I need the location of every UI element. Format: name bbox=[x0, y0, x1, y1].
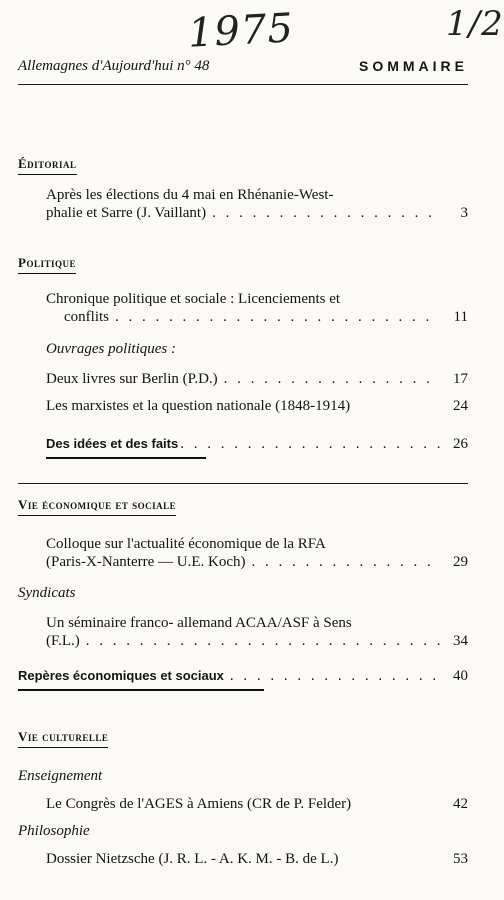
page-number: 11 bbox=[453, 309, 468, 325]
toc-entry[interactable] bbox=[46, 614, 468, 650]
entry-line: Un séminaire franco- allemand ACAA/ASF à Sens bbox=[46, 615, 352, 631]
page-number: 42 bbox=[453, 796, 468, 812]
entry-line: Repères économiques et sociaux bbox=[18, 668, 224, 683]
page-number: 34 bbox=[453, 633, 468, 649]
section-heading-politique: Politique bbox=[18, 255, 76, 271]
entry-line: phalie et Sarre (J. Vaillant) bbox=[46, 205, 207, 221]
section-heading-culture: Vie culturelle bbox=[18, 729, 108, 745]
page-number: 29 bbox=[453, 554, 468, 570]
entry-line: (Paris-X-Nanterre — U.E. Koch) bbox=[46, 554, 246, 570]
subcategory-label: Enseignement bbox=[18, 768, 103, 784]
subcategory-label: Ouvrages politiques : bbox=[46, 341, 176, 357]
leader-dots bbox=[86, 632, 440, 650]
toc-entry[interactable] bbox=[46, 795, 468, 813]
feature-underline bbox=[46, 457, 206, 459]
leader-dots bbox=[224, 370, 440, 388]
entry-line: Deux livres sur Berlin (P.D.) bbox=[46, 371, 218, 387]
leader-dots bbox=[230, 667, 440, 685]
toc-entry[interactable] bbox=[46, 186, 468, 222]
handwritten-fraction: 1/2 bbox=[446, 4, 504, 44]
entry-line: Les marxistes et la question nationale (1848-1914) bbox=[46, 398, 351, 414]
leader-dots bbox=[252, 553, 440, 571]
page-number: 26 bbox=[453, 436, 468, 452]
page-number: 24 bbox=[453, 398, 468, 414]
entry-line: conflits bbox=[64, 309, 109, 325]
toc-entry[interactable] bbox=[46, 850, 468, 868]
entry-line: Après les élections du 4 mai en Rhénanie-West- bbox=[46, 187, 334, 203]
leader-dots bbox=[180, 435, 440, 453]
feature-underline bbox=[18, 689, 264, 691]
section-heading-economie: Vie économique et sociale bbox=[18, 497, 176, 513]
subcategory-label: Philosophie bbox=[18, 823, 90, 839]
toc-entry[interactable] bbox=[46, 397, 468, 415]
section-heading-editorial: Éditorial bbox=[18, 156, 77, 172]
toc-entry[interactable] bbox=[46, 290, 468, 326]
entry-line: Dossier Nietzsche (J. R. L. - A. K. M. - B. de L.) bbox=[46, 851, 339, 867]
toc-entry[interactable] bbox=[46, 370, 468, 388]
journal-title: Allemagnes d'Aujourd'hui n° 48 bbox=[18, 58, 210, 74]
toc-entry[interactable] bbox=[46, 435, 468, 453]
page-number: 40 bbox=[453, 668, 468, 684]
subcategory-label: Syndicats bbox=[18, 585, 76, 601]
page-number: 17 bbox=[453, 371, 468, 387]
leader-dots bbox=[212, 204, 440, 222]
entry-line: (F.L.) bbox=[46, 633, 80, 649]
entry-line: Des idées et des faits bbox=[46, 436, 179, 451]
handwritten-year: 1975 bbox=[186, 5, 295, 57]
page-number: 3 bbox=[460, 205, 468, 221]
toc-entry[interactable] bbox=[46, 535, 468, 571]
leader-dots bbox=[115, 308, 440, 326]
entry-line: Le Congrès de l'AGES à Amiens (CR de P. Felder) bbox=[46, 796, 352, 812]
header-rule bbox=[18, 84, 468, 85]
section-rule bbox=[18, 483, 468, 484]
page-title: SOMMAIRE bbox=[359, 58, 468, 74]
toc-entry[interactable] bbox=[18, 667, 468, 685]
entry-line: Chronique politique et sociale : Licenciements et bbox=[46, 291, 341, 307]
entry-line: Colloque sur l'actualité économique de la RFA bbox=[46, 536, 326, 552]
page-number: 53 bbox=[453, 851, 468, 867]
